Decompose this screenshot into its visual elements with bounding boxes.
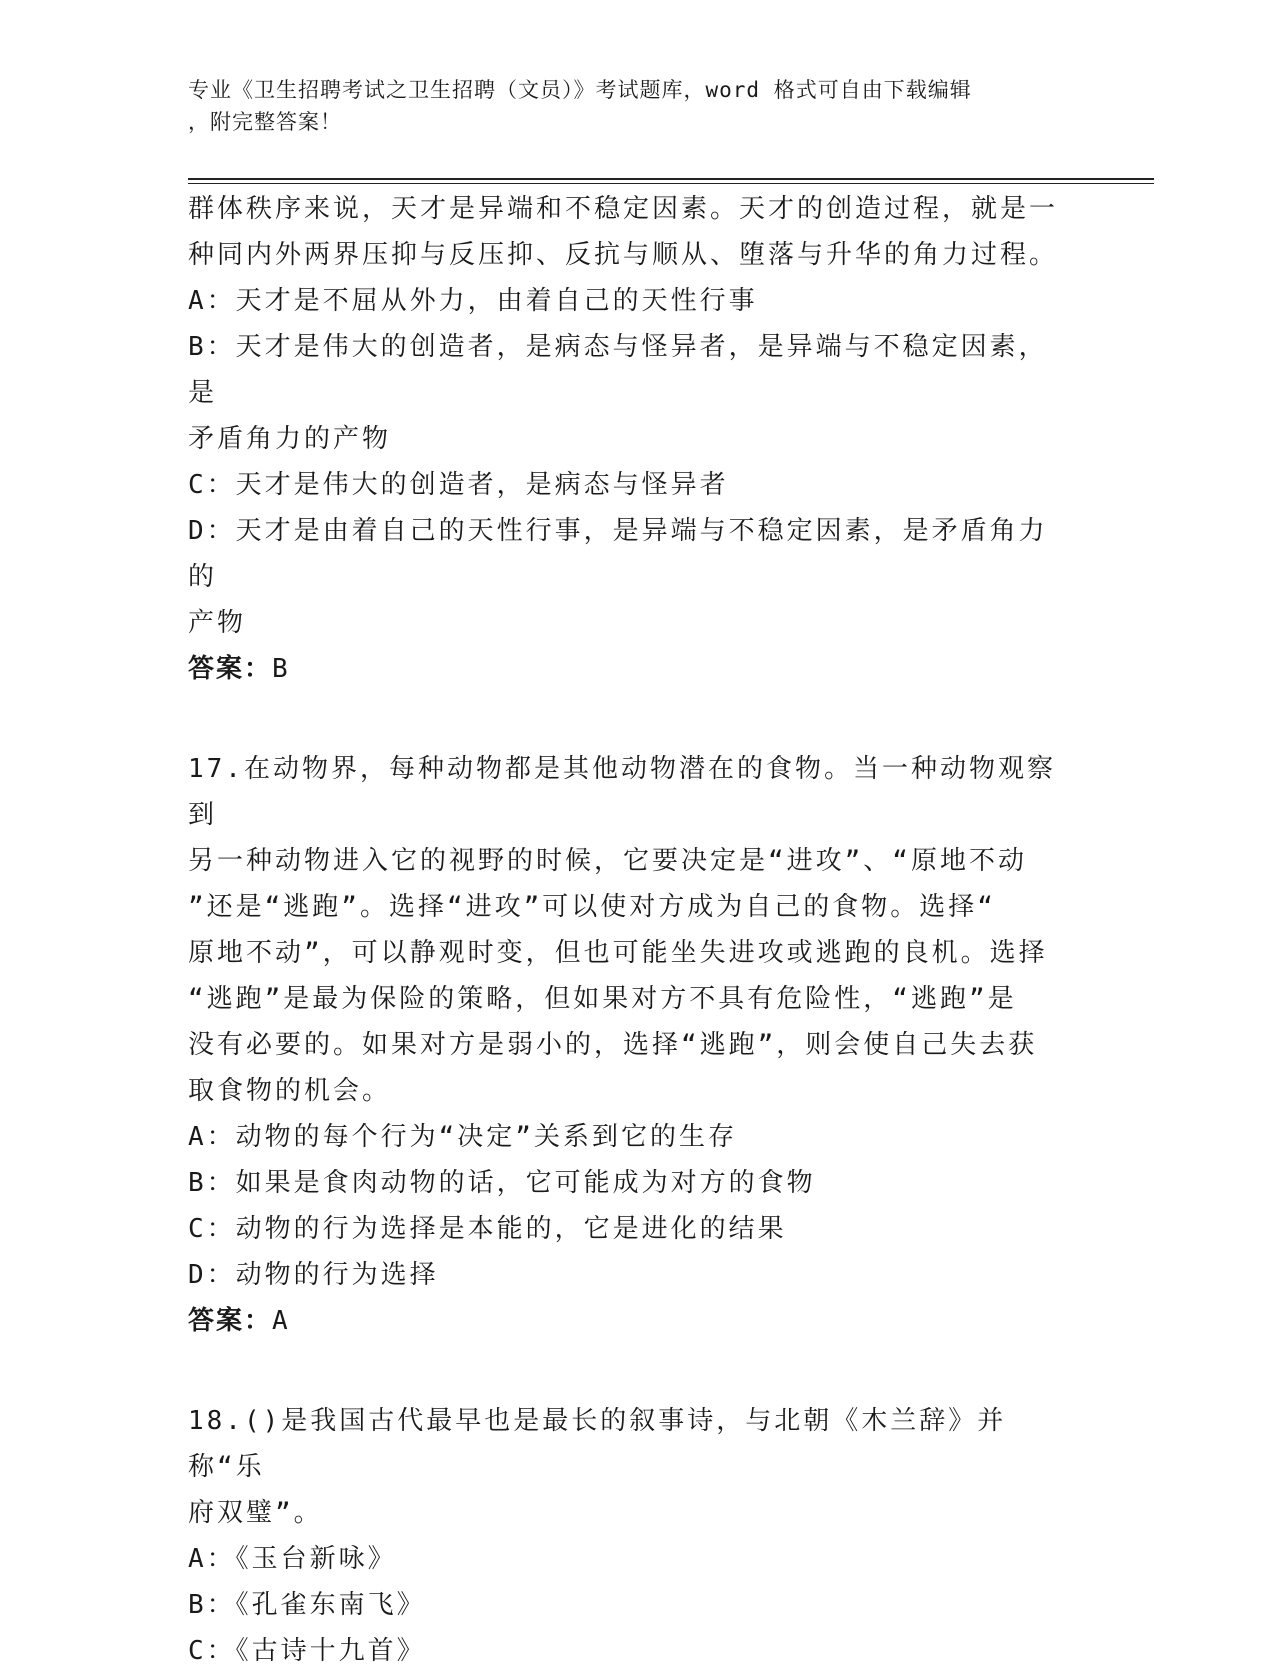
question-16-option-b: B：天才是伟大的创造者，是病态与怪异者，是异端与不稳定因素，是 xyxy=(188,332,1048,408)
question-17-option-b: B：如果是食肉动物的话，它可能成为对方的食物 xyxy=(188,1168,816,1198)
question-17-stem-line: 没有必要的。如果对方是弱小的，选择“逃跑”，则会使自己失去获 xyxy=(188,1030,1038,1060)
question-16-answer xyxy=(188,646,1068,692)
question-18-stem-line: 18.()是我国古代最早也是最长的叙事诗，与北朝《木兰辞》并称“乐 xyxy=(188,1406,1007,1482)
question-18-stem-line: 府双璧”。 xyxy=(188,1498,323,1528)
question-16 xyxy=(188,186,1068,692)
answer-value: A xyxy=(272,1306,290,1336)
question-17 xyxy=(188,746,1068,1344)
question-18-option-c: C：《古诗十九首》 xyxy=(188,1636,426,1666)
header-rule-thick xyxy=(188,178,1154,180)
question-18-option-b: B：《孔雀东南飞》 xyxy=(188,1590,426,1620)
question-17-stem-line: ”还是“逃跑”。选择“进攻”可以使对方成为自己的食物。选择“ xyxy=(188,892,996,922)
question-16-option-c: C：天才是伟大的创造者，是病态与怪异者 xyxy=(188,470,729,500)
question-17-stem-line: 原地不动”，可以静观时变，但也可能坐失进攻或逃跑的良机。选择 xyxy=(188,938,1048,968)
question-16-option-a: A：天才是不屈从外力，由着自己的天性行事 xyxy=(188,286,758,316)
question-17-answer xyxy=(188,1298,1068,1344)
question-17-option-c: C：动物的行为选择是本能的，它是进化的结果 xyxy=(188,1214,787,1244)
question-17-option-d: D：动物的行为选择 xyxy=(188,1260,439,1290)
question-18-option-a: A：《玉台新咏》 xyxy=(188,1544,397,1574)
question-17-stem-line: 取食物的机会。 xyxy=(188,1076,392,1106)
question-16-stem-line: 群体秩序来说，天才是异端和不稳定因素。天才的创造过程，就是一 xyxy=(188,194,1059,224)
answer-value: B xyxy=(272,654,290,684)
question-16-option-b-cont: 矛盾角力的产物 xyxy=(188,424,392,454)
question-17-stem-line: “逃跑”是最为保险的策略，但如果对方不具有危险性，“逃跑”是 xyxy=(188,984,1017,1014)
question-16-stem-line: 种同内外两界压抑与反压抑、反抗与顺从、堕落与升华的角力过程。 xyxy=(188,240,1059,270)
question-17-stem-line: 另一种动物进入它的视野的时候，它要决定是“进攻”、“原地不动 xyxy=(188,846,1027,876)
question-17-stem-line: 17.在动物界，每种动物都是其他动物潜在的食物。当一种动物观察到 xyxy=(188,754,1056,830)
question-18 xyxy=(188,1398,1068,1674)
question-16-option-d-cont: 产物 xyxy=(188,608,247,638)
document-header: 专业《卫生招聘考试之卫生招聘（文员）》考试题库，word 格式可自由下载编辑 ，附完整答案！ xyxy=(188,78,972,134)
answer-label: 答案： xyxy=(188,1306,273,1336)
question-content xyxy=(188,186,1068,1674)
answer-label: 答案： xyxy=(188,654,273,684)
question-17-option-a: A：动物的每个行为“决定”关系到它的生存 xyxy=(188,1122,737,1152)
question-16-option-d: D：天才是由着自己的天性行事，是异端与不稳定因素，是矛盾角力的 xyxy=(188,516,1048,592)
header-rule-thin xyxy=(188,183,1154,184)
